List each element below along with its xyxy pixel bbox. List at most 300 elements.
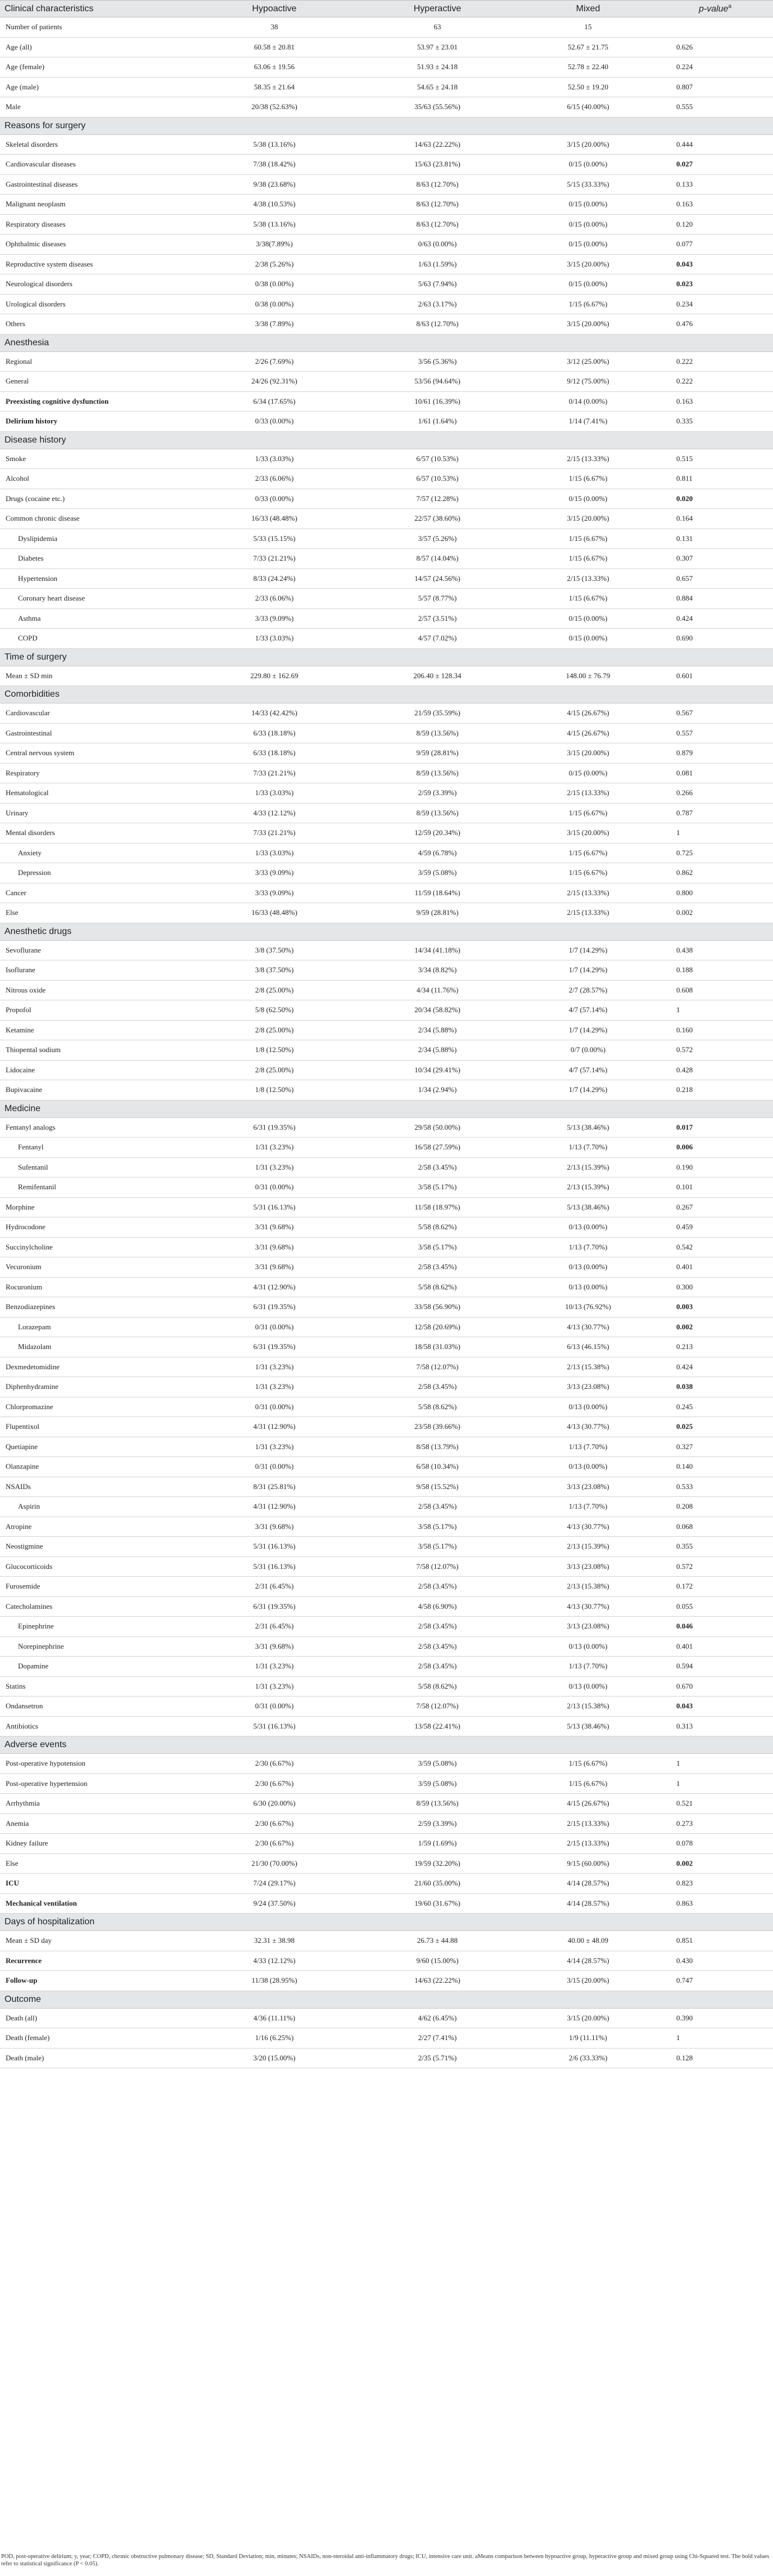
table-row bbox=[0, 629, 773, 649]
hypoactive-cell: 1/33 (3.03%) bbox=[193, 843, 356, 863]
row-label: Furosemide bbox=[0, 1577, 193, 1597]
hypoactive-cell: 2/38 (5.26%) bbox=[193, 254, 356, 274]
hypoactive-cell: 6/33 (18.18%) bbox=[193, 723, 356, 743]
section-title: Anesthetic drugs bbox=[0, 923, 773, 940]
hyperactive-cell: 3/58 (5.17%) bbox=[356, 1178, 519, 1198]
hyperactive-cell: 8/63 (12.70%) bbox=[356, 314, 519, 335]
mixed-cell: 1/7 (14.29%) bbox=[519, 960, 657, 981]
table-row bbox=[0, 509, 773, 529]
table-row bbox=[0, 1000, 773, 1021]
hypoactive-cell: 0/33 (0.00%) bbox=[193, 489, 356, 509]
p-value-cell: 0.002 bbox=[657, 1853, 773, 1874]
row-label: Statins bbox=[0, 1676, 193, 1697]
row-label: Death (all) bbox=[0, 2008, 193, 2028]
table-row bbox=[0, 1337, 773, 1357]
mixed-cell: 4/13 (30.77%) bbox=[519, 1596, 657, 1617]
row-label: Urinary bbox=[0, 803, 193, 823]
mixed-cell: 1/13 (7.70%) bbox=[519, 1437, 657, 1457]
table-row bbox=[0, 412, 773, 432]
p-value-cell: 0.557 bbox=[657, 723, 773, 743]
hyperactive-cell: 8/63 (12.70%) bbox=[356, 174, 519, 195]
table-row bbox=[0, 1813, 773, 1834]
p-value-cell: 0.043 bbox=[657, 1697, 773, 1717]
p-value-cell: 0.208 bbox=[657, 1497, 773, 1517]
table-row bbox=[0, 1774, 773, 1794]
hypoactive-cell: 0/31 (0.00%) bbox=[193, 1697, 356, 1717]
mixed-cell: 2/7 (28.57%) bbox=[519, 980, 657, 1000]
table-row bbox=[0, 1117, 773, 1138]
p-value-cell: 0.077 bbox=[657, 234, 773, 255]
hypoactive-cell: 6/31 (19.35%) bbox=[193, 1297, 356, 1318]
hypoactive-cell: 4/33 (12.12%) bbox=[193, 803, 356, 823]
row-label: Delirium history bbox=[0, 412, 193, 432]
hypoactive-cell: 6/31 (19.35%) bbox=[193, 1337, 356, 1357]
mixed-cell: 4/14 (28.57%) bbox=[519, 1951, 657, 1971]
hypoactive-cell: 5/31 (16.13%) bbox=[193, 1537, 356, 1557]
p-value-cell: 0.533 bbox=[657, 1477, 773, 1497]
hyperactive-cell: 6/57 (10.53%) bbox=[356, 449, 519, 469]
row-label: Death (female) bbox=[0, 2028, 193, 2049]
p-value-cell: 0.038 bbox=[657, 1377, 773, 1397]
p-value-cell: 0.428 bbox=[657, 1060, 773, 1080]
row-label: Sufentanil bbox=[0, 1157, 193, 1178]
p-value-cell: 0.307 bbox=[657, 549, 773, 569]
table-row bbox=[0, 1537, 773, 1557]
hypoactive-cell: 0/31 (0.00%) bbox=[193, 1457, 356, 1477]
mixed-cell: 4/7 (57.14%) bbox=[519, 1000, 657, 1021]
mixed-cell: 0/14 (0.00%) bbox=[519, 391, 657, 412]
p-value-cell: 0.224 bbox=[657, 57, 773, 78]
table-row bbox=[0, 134, 773, 155]
row-label: Dexmedetomidine bbox=[0, 1357, 193, 1377]
hypoactive-cell: 2/31 (6.45%) bbox=[193, 1617, 356, 1637]
hypoactive-cell: 3/38 (7.89%) bbox=[193, 314, 356, 335]
row-label: Ketamine bbox=[0, 1020, 193, 1040]
hyperactive-cell: 8/57 (14.04%) bbox=[356, 549, 519, 569]
row-label: Succinylcholine bbox=[0, 1237, 193, 1257]
row-label: Drugs (cocaine etc.) bbox=[0, 489, 193, 509]
hypoactive-cell: 7/24 (29.17%) bbox=[193, 1874, 356, 1894]
row-label: Morphine bbox=[0, 1197, 193, 1217]
mixed-cell: 3/12 (25.00%) bbox=[519, 351, 657, 372]
hyperactive-cell: 54.65 ± 24.18 bbox=[356, 77, 519, 97]
hypoactive-cell: 5/31 (16.13%) bbox=[193, 1716, 356, 1736]
p-value-cell: 0.884 bbox=[657, 589, 773, 609]
mixed-cell: 52.78 ± 22.40 bbox=[519, 57, 657, 78]
hypoactive-cell: 2/30 (6.67%) bbox=[193, 1774, 356, 1794]
hypoactive-cell: 5/8 (62.50%) bbox=[193, 1000, 356, 1021]
table-row bbox=[0, 1497, 773, 1517]
p-value-cell: 0.046 bbox=[657, 1617, 773, 1637]
p-value-cell: 0.626 bbox=[657, 37, 773, 57]
hyperactive-cell: 7/57 (12.28%) bbox=[356, 489, 519, 509]
hyperactive-cell: 8/59 (13.56%) bbox=[356, 763, 519, 783]
hyperactive-cell: 21/59 (35.59%) bbox=[356, 703, 519, 724]
row-label: Thiopental sodium bbox=[0, 1040, 193, 1061]
p-value-cell: 0.747 bbox=[657, 1971, 773, 1991]
mixed-cell: 0/15 (0.00%) bbox=[519, 763, 657, 783]
p-value-cell: 0.863 bbox=[657, 1893, 773, 1914]
hyperactive-cell: 15/63 (23.81%) bbox=[356, 155, 519, 175]
hypoactive-cell: 6/30 (20.00%) bbox=[193, 1794, 356, 1814]
mixed-cell: 1/14 (7.41%) bbox=[519, 412, 657, 432]
row-label: Sevoflurane bbox=[0, 940, 193, 960]
hyperactive-cell: 3/57 (5.26%) bbox=[356, 529, 519, 549]
mixed-cell: 9/12 (75.00%) bbox=[519, 372, 657, 392]
row-label: Olanzapine bbox=[0, 1457, 193, 1477]
table-row bbox=[0, 2008, 773, 2028]
hypoactive-cell: 6/31 (19.35%) bbox=[193, 1596, 356, 1617]
table-row bbox=[0, 823, 773, 843]
hypoactive-cell: 3/8 (37.50%) bbox=[193, 940, 356, 960]
row-label: Remifentanil bbox=[0, 1178, 193, 1198]
p-value-cell: 0.670 bbox=[657, 1676, 773, 1697]
hyperactive-cell: 206.40 ± 128.34 bbox=[356, 666, 519, 686]
mixed-cell: 5/13 (38.46%) bbox=[519, 1117, 657, 1138]
p-value-cell: 0.657 bbox=[657, 569, 773, 589]
hypoactive-cell: 21/30 (70.00%) bbox=[193, 1853, 356, 1874]
mixed-cell: 2/13 (15.39%) bbox=[519, 1178, 657, 1198]
p-value-cell: 0.190 bbox=[657, 1157, 773, 1178]
mixed-cell: 4/7 (57.14%) bbox=[519, 1060, 657, 1080]
table-row bbox=[0, 1931, 773, 1951]
p-value-cell: 0.218 bbox=[657, 1080, 773, 1100]
hyperactive-cell: 5/57 (8.77%) bbox=[356, 589, 519, 609]
hyperactive-cell: 11/58 (18.97%) bbox=[356, 1197, 519, 1217]
hyperactive-cell: 20/34 (58.82%) bbox=[356, 1000, 519, 1021]
p-value-cell: 0.594 bbox=[657, 1657, 773, 1677]
hypoactive-cell: 7/33 (21.21%) bbox=[193, 763, 356, 783]
table-row bbox=[0, 666, 773, 686]
mixed-cell: 3/13 (23.08%) bbox=[519, 1377, 657, 1397]
hyperactive-cell: 8/63 (12.70%) bbox=[356, 214, 519, 234]
hyperactive-cell: 2/58 (3.45%) bbox=[356, 1377, 519, 1397]
p-value-cell: 0.025 bbox=[657, 1417, 773, 1437]
row-label: Mechanical ventilation bbox=[0, 1893, 193, 1914]
hyperactive-cell: 5/58 (8.62%) bbox=[356, 1676, 519, 1697]
hypoactive-cell: 0/31 (0.00%) bbox=[193, 1317, 356, 1337]
hypoactive-cell: 1/31 (3.23%) bbox=[193, 1657, 356, 1677]
hypoactive-cell: 2/30 (6.67%) bbox=[193, 1834, 356, 1854]
p-value-cell: 1 bbox=[657, 2028, 773, 2049]
table-row bbox=[0, 980, 773, 1000]
row-label: Post-operative hypotension bbox=[0, 1754, 193, 1774]
row-label: Epinephrine bbox=[0, 1617, 193, 1637]
mixed-cell: 2/15 (13.33%) bbox=[519, 1834, 657, 1854]
mixed-cell: 2/15 (13.33%) bbox=[519, 883, 657, 903]
header-row bbox=[0, 1, 773, 17]
hypoactive-cell: 3/31 (9.68%) bbox=[193, 1237, 356, 1257]
row-label: Chlorpromazine bbox=[0, 1397, 193, 1417]
mixed-cell: 0/15 (0.00%) bbox=[519, 214, 657, 234]
mixed-cell: 0/13 (0.00%) bbox=[519, 1636, 657, 1657]
hypoactive-cell: 14/33 (42.42%) bbox=[193, 703, 356, 724]
section-title: Anesthesia bbox=[0, 334, 773, 351]
table-row bbox=[0, 1893, 773, 1914]
p-value-cell: 0.140 bbox=[657, 1457, 773, 1477]
table-row bbox=[0, 1754, 773, 1774]
row-label: COPD bbox=[0, 629, 193, 649]
row-label: Benzodiazepines bbox=[0, 1297, 193, 1318]
table-row bbox=[0, 1636, 773, 1657]
table-row bbox=[0, 608, 773, 629]
hyperactive-cell: 51.93 ± 24.18 bbox=[356, 57, 519, 78]
mixed-cell: 1/15 (6.67%) bbox=[519, 549, 657, 569]
p-value-cell: 0.003 bbox=[657, 1297, 773, 1318]
table-row bbox=[0, 1794, 773, 1814]
table-row bbox=[0, 1020, 773, 1040]
p-value-cell: 0.188 bbox=[657, 960, 773, 981]
hyperactive-cell: 13/58 (22.41%) bbox=[356, 1716, 519, 1736]
hypoactive-cell: 2/33 (6.06%) bbox=[193, 589, 356, 609]
mixed-cell: 0/15 (0.00%) bbox=[519, 608, 657, 629]
p-value-cell: 0.120 bbox=[657, 214, 773, 234]
mixed-cell: 0/7 (0.00%) bbox=[519, 1040, 657, 1061]
hypoactive-cell: 5/38 (13.16%) bbox=[193, 214, 356, 234]
section-header-row bbox=[0, 117, 773, 134]
mixed-cell: 3/15 (20.00%) bbox=[519, 314, 657, 335]
mixed-cell: 0/13 (0.00%) bbox=[519, 1397, 657, 1417]
p-value-cell: 0.335 bbox=[657, 412, 773, 432]
table-row bbox=[0, 1397, 773, 1417]
table-row bbox=[0, 234, 773, 255]
hyperactive-cell: 5/58 (8.62%) bbox=[356, 1397, 519, 1417]
mixed-cell: 9/15 (60.00%) bbox=[519, 1853, 657, 1874]
hypoactive-cell: 2/30 (6.67%) bbox=[193, 1754, 356, 1774]
p-value-cell: 0.027 bbox=[657, 155, 773, 175]
p-value-cell: 0.800 bbox=[657, 883, 773, 903]
table-row bbox=[0, 214, 773, 234]
p-value-cell: 0.267 bbox=[657, 1197, 773, 1217]
table-row bbox=[0, 469, 773, 489]
row-label: Else bbox=[0, 1853, 193, 1874]
row-label: Recurrence bbox=[0, 1951, 193, 1971]
row-label: Gastrointestinal diseases bbox=[0, 174, 193, 195]
mixed-cell: 2/15 (13.33%) bbox=[519, 1813, 657, 1834]
p-value-cell: 0.521 bbox=[657, 1794, 773, 1814]
p-value-cell: 0.401 bbox=[657, 1257, 773, 1278]
table-row bbox=[0, 1277, 773, 1297]
table-row bbox=[0, 57, 773, 78]
hyperactive-cell: 21/60 (35.00%) bbox=[356, 1874, 519, 1894]
hypoactive-cell: 1/33 (3.03%) bbox=[193, 629, 356, 649]
hypoactive-cell: 3/33 (9.09%) bbox=[193, 608, 356, 629]
table-row bbox=[0, 1297, 773, 1318]
row-label: Lorazepam bbox=[0, 1317, 193, 1337]
table-row bbox=[0, 391, 773, 412]
table-row bbox=[0, 1517, 773, 1537]
row-label: Lidocaine bbox=[0, 1060, 193, 1080]
hyperactive-cell: 9/59 (28.81%) bbox=[356, 903, 519, 923]
hyperactive-cell: 7/58 (12.07%) bbox=[356, 1697, 519, 1717]
p-value-cell: 0.862 bbox=[657, 863, 773, 883]
section-title: Adverse events bbox=[0, 1736, 773, 1754]
hypoactive-cell: 8/33 (24.24%) bbox=[193, 569, 356, 589]
mixed-cell: 3/15 (20.00%) bbox=[519, 2008, 657, 2028]
table-row bbox=[0, 97, 773, 118]
mixed-cell: 1/13 (7.70%) bbox=[519, 1657, 657, 1677]
row-label: Kidney failure bbox=[0, 1834, 193, 1854]
hyperactive-cell: 9/60 (15.00%) bbox=[356, 1951, 519, 1971]
mixed-cell: 4/15 (26.67%) bbox=[519, 703, 657, 724]
p-value-cell: 0.515 bbox=[657, 449, 773, 469]
p-value-cell: 0.438 bbox=[657, 940, 773, 960]
header-p-value bbox=[657, 1, 773, 17]
p-value-cell: 0.424 bbox=[657, 1357, 773, 1377]
mixed-cell: 1/15 (6.67%) bbox=[519, 529, 657, 549]
hypoactive-cell: 1/31 (3.23%) bbox=[193, 1157, 356, 1178]
hyperactive-cell: 5/58 (8.62%) bbox=[356, 1277, 519, 1297]
row-label: Hydrocodone bbox=[0, 1217, 193, 1238]
row-label: Gastrointestinal bbox=[0, 723, 193, 743]
table-row bbox=[0, 803, 773, 823]
hypoactive-cell: 5/31 (16.13%) bbox=[193, 1197, 356, 1217]
p-value-cell: 0.601 bbox=[657, 666, 773, 686]
hyperactive-cell: 4/34 (11.76%) bbox=[356, 980, 519, 1000]
p-value-cell: 0.172 bbox=[657, 1577, 773, 1597]
hypoactive-cell: 3/31 (9.68%) bbox=[193, 1257, 356, 1278]
hyperactive-cell: 22/57 (38.60%) bbox=[356, 509, 519, 529]
mixed-cell: 1/13 (7.70%) bbox=[519, 1237, 657, 1257]
hypoactive-cell: 4/36 (11.11%) bbox=[193, 2008, 356, 2028]
table-row bbox=[0, 1437, 773, 1457]
table-row bbox=[0, 174, 773, 195]
section-header-row bbox=[0, 686, 773, 703]
row-label: Coronary heart disease bbox=[0, 589, 193, 609]
row-label: Rocuronium bbox=[0, 1277, 193, 1297]
hyperactive-cell: 8/58 (13.79%) bbox=[356, 1437, 519, 1457]
row-label: General bbox=[0, 372, 193, 392]
hyperactive-cell: 12/58 (20.69%) bbox=[356, 1317, 519, 1337]
table-row bbox=[0, 1853, 773, 1874]
hyperactive-cell: 1/61 (1.64%) bbox=[356, 412, 519, 432]
hyperactive-cell: 2/58 (3.45%) bbox=[356, 1636, 519, 1657]
table-row bbox=[0, 449, 773, 469]
row-label: Anemia bbox=[0, 1813, 193, 1834]
row-label: Anxiety bbox=[0, 843, 193, 863]
p-value-cell: 0.725 bbox=[657, 843, 773, 863]
hypoactive-cell: 229.80 ± 162.69 bbox=[193, 666, 356, 686]
p-value-cell: 0.572 bbox=[657, 1040, 773, 1061]
row-label: Malignant neoplasm bbox=[0, 195, 193, 215]
row-label: Cardiovascular diseases bbox=[0, 155, 193, 175]
table-row bbox=[0, 1257, 773, 1278]
hyperactive-cell: 53.97 ± 23.01 bbox=[356, 37, 519, 57]
hyperactive-cell: 4/58 (6.90%) bbox=[356, 1596, 519, 1617]
hyperactive-cell: 8/59 (13.56%) bbox=[356, 1794, 519, 1814]
table-row bbox=[0, 1317, 773, 1337]
section-title: Days of hospitalization bbox=[0, 1914, 773, 1931]
hyperactive-cell: 35/63 (55.56%) bbox=[356, 97, 519, 118]
table-row bbox=[0, 1477, 773, 1497]
hypoactive-cell: 1/31 (3.23%) bbox=[193, 1676, 356, 1697]
hyperactive-cell: 18/58 (31.03%) bbox=[356, 1337, 519, 1357]
p-value-cell: 0.222 bbox=[657, 372, 773, 392]
row-label: Vecuronium bbox=[0, 1257, 193, 1278]
mixed-cell: 1/15 (6.67%) bbox=[519, 1774, 657, 1794]
hyperactive-cell: 10/61 (16.39%) bbox=[356, 391, 519, 412]
p-value-cell: 0.424 bbox=[657, 608, 773, 629]
section-header-row bbox=[0, 1991, 773, 2008]
mixed-cell: 4/13 (30.77%) bbox=[519, 1417, 657, 1437]
p-value-cell: 0.043 bbox=[657, 254, 773, 274]
section-header-row bbox=[0, 1736, 773, 1754]
hyperactive-cell: 2/34 (5.88%) bbox=[356, 1040, 519, 1061]
p-value-cell: 0.273 bbox=[657, 1813, 773, 1834]
row-label: Urological disorders bbox=[0, 294, 193, 314]
table-row bbox=[0, 1596, 773, 1617]
table-row bbox=[0, 372, 773, 392]
row-label: Others bbox=[0, 314, 193, 335]
p-value-cell: 0.608 bbox=[657, 980, 773, 1000]
row-label: Else bbox=[0, 903, 193, 923]
table-row bbox=[0, 294, 773, 314]
mixed-cell: 1/15 (6.67%) bbox=[519, 803, 657, 823]
mixed-cell: 3/15 (20.00%) bbox=[519, 823, 657, 843]
p-value-cell: 0.401 bbox=[657, 1636, 773, 1657]
mixed-cell: 0/13 (0.00%) bbox=[519, 1257, 657, 1278]
mixed-cell: 1/13 (7.70%) bbox=[519, 1138, 657, 1158]
table-row bbox=[0, 274, 773, 295]
row-label: Ondansetron bbox=[0, 1697, 193, 1717]
hyperactive-cell: 7/58 (12.07%) bbox=[356, 1557, 519, 1577]
row-label: Dyslipidemia bbox=[0, 529, 193, 549]
hypoactive-cell: 38 bbox=[193, 17, 356, 38]
hypoactive-cell: 3/33 (9.09%) bbox=[193, 863, 356, 883]
row-label: Age (all) bbox=[0, 37, 193, 57]
mixed-cell: 5/13 (38.46%) bbox=[519, 1716, 657, 1736]
row-label: Ophthalmic diseases bbox=[0, 234, 193, 255]
hypoactive-cell: 5/31 (16.13%) bbox=[193, 1557, 356, 1577]
table-row bbox=[0, 1060, 773, 1080]
p-value-cell: 0.023 bbox=[657, 274, 773, 295]
hypoactive-cell: 0/38 (0.00%) bbox=[193, 274, 356, 295]
mixed-cell: 52.50 ± 19.20 bbox=[519, 77, 657, 97]
hypoactive-cell: 58.35 ± 21.64 bbox=[193, 77, 356, 97]
mixed-cell: 2/15 (13.33%) bbox=[519, 569, 657, 589]
table-row bbox=[0, 1157, 773, 1178]
table-row bbox=[0, 254, 773, 274]
hypoactive-cell: 11/38 (28.95%) bbox=[193, 1971, 356, 1991]
hypoactive-cell: 1/16 (6.25%) bbox=[193, 2028, 356, 2049]
row-label: Skeletal disorders bbox=[0, 134, 193, 155]
section-header-row bbox=[0, 334, 773, 351]
table-row bbox=[0, 940, 773, 960]
mixed-cell: 0/15 (0.00%) bbox=[519, 234, 657, 255]
row-label: Diphenhydramine bbox=[0, 1377, 193, 1397]
row-label: Central nervous system bbox=[0, 743, 193, 764]
table-row bbox=[0, 17, 773, 38]
mixed-cell: 1/15 (6.67%) bbox=[519, 469, 657, 489]
table-row bbox=[0, 843, 773, 863]
section-title: Medicine bbox=[0, 1100, 773, 1117]
row-label: Number of patients bbox=[0, 17, 193, 38]
p-value-cell: 1 bbox=[657, 1774, 773, 1794]
mixed-cell: 52.67 ± 21.75 bbox=[519, 37, 657, 57]
hypoactive-cell: 0/38 (0.00%) bbox=[193, 294, 356, 314]
hypoactive-cell: 5/33 (15.15%) bbox=[193, 529, 356, 549]
mixed-cell: 40.00 ± 48.09 bbox=[519, 1931, 657, 1951]
hyperactive-cell: 14/63 (22.22%) bbox=[356, 1971, 519, 1991]
table-body bbox=[0, 17, 773, 2068]
hypoactive-cell: 6/34 (17.65%) bbox=[193, 391, 356, 412]
mixed-cell: 2/13 (15.38%) bbox=[519, 1357, 657, 1377]
row-label: Aspirin bbox=[0, 1497, 193, 1517]
p-value-cell: 0.002 bbox=[657, 1317, 773, 1337]
table-row bbox=[0, 1377, 773, 1397]
hypoactive-cell: 3/20 (15.00%) bbox=[193, 2048, 356, 2068]
hyperactive-cell: 7/58 (12.07%) bbox=[356, 1357, 519, 1377]
